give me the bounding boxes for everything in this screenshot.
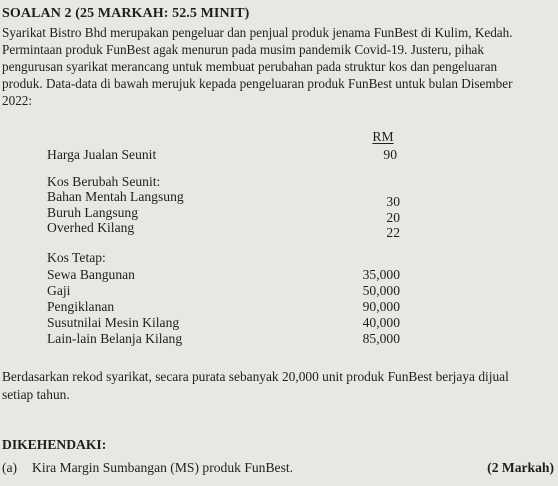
closing-line: Berdasarkan rekod syarikat, secara purata sebanyak 20,000 unit produk FunBest berjaya dijual — [2, 369, 509, 384]
required-title: DIKEHENDAKI: — [2, 437, 107, 452]
fixed-cost-title: Kos Tetap: — [47, 250, 106, 265]
fixed-cost-label: Lain-lain Belanja Kilang — [47, 331, 183, 346]
variable-cost-label: Buruh Langsung — [47, 205, 138, 220]
variable-cost-value: 30 — [386, 194, 400, 209]
fixed-cost-value: 85,000 — [362, 331, 400, 346]
fixed-cost-label: Susutnilai Mesin Kilang — [47, 315, 180, 330]
question-number: (a) — [2, 460, 18, 475]
variable-cost-value: 22 — [386, 225, 400, 240]
intro-line: Permintaan produk FunBest agak menurun pada musim pandemik Covid-19. Justeru, pihak — [2, 42, 485, 57]
intro-line: pengurusan syarikat merancang untuk membuat perubahan pada struktur kos dan pengeluaran — [2, 59, 498, 74]
closing-line: setiap tahun. — [2, 387, 70, 402]
unit-label: RM — [372, 129, 394, 144]
fixed-cost-label: Gaji — [47, 283, 71, 298]
variable-cost-value: 20 — [386, 210, 400, 225]
question-marks: (2 Markah) — [487, 460, 554, 475]
fixed-cost-value: 50,000 — [362, 283, 400, 298]
variable-cost-title: Kos Berubah Seunit: — [47, 174, 161, 189]
intro-line: produk. Data-data di bawah merujuk kepada pengeluaran produk FunBest untuk bulan Disember — [2, 76, 513, 91]
fixed-cost-label: Pengiklanan — [47, 299, 115, 314]
question-heading: SOALAN 2 (25 MARKAH: 52.5 MINIT) — [2, 6, 250, 21]
fixed-cost-value: 90,000 — [362, 299, 400, 314]
fixed-cost-label: Sewa Bangunan — [47, 267, 135, 282]
intro-line: 2022: — [2, 93, 33, 108]
fixed-cost-value: 40,000 — [362, 315, 400, 330]
unit-header — [365, 129, 401, 145]
variable-cost-label: Overhed Kilang — [47, 220, 135, 235]
selling-price-value: 90 — [383, 147, 397, 162]
intro-paragraph — [2, 24, 554, 109]
closing-paragraph — [2, 368, 554, 404]
selling-price-label: Harga Jualan Seunit — [47, 147, 157, 162]
fixed-cost-value: 35,000 — [362, 267, 400, 282]
question-text: Kira Margin Sumbangan (MS) produk FunBest. — [32, 460, 294, 475]
variable-cost-label: Bahan Mentah Langsung — [47, 189, 184, 204]
intro-line: Syarikat Bistro Bhd merupakan pengeluar dan penjual produk jenama FunBest di Kulim, Kedah. — [2, 25, 513, 40]
